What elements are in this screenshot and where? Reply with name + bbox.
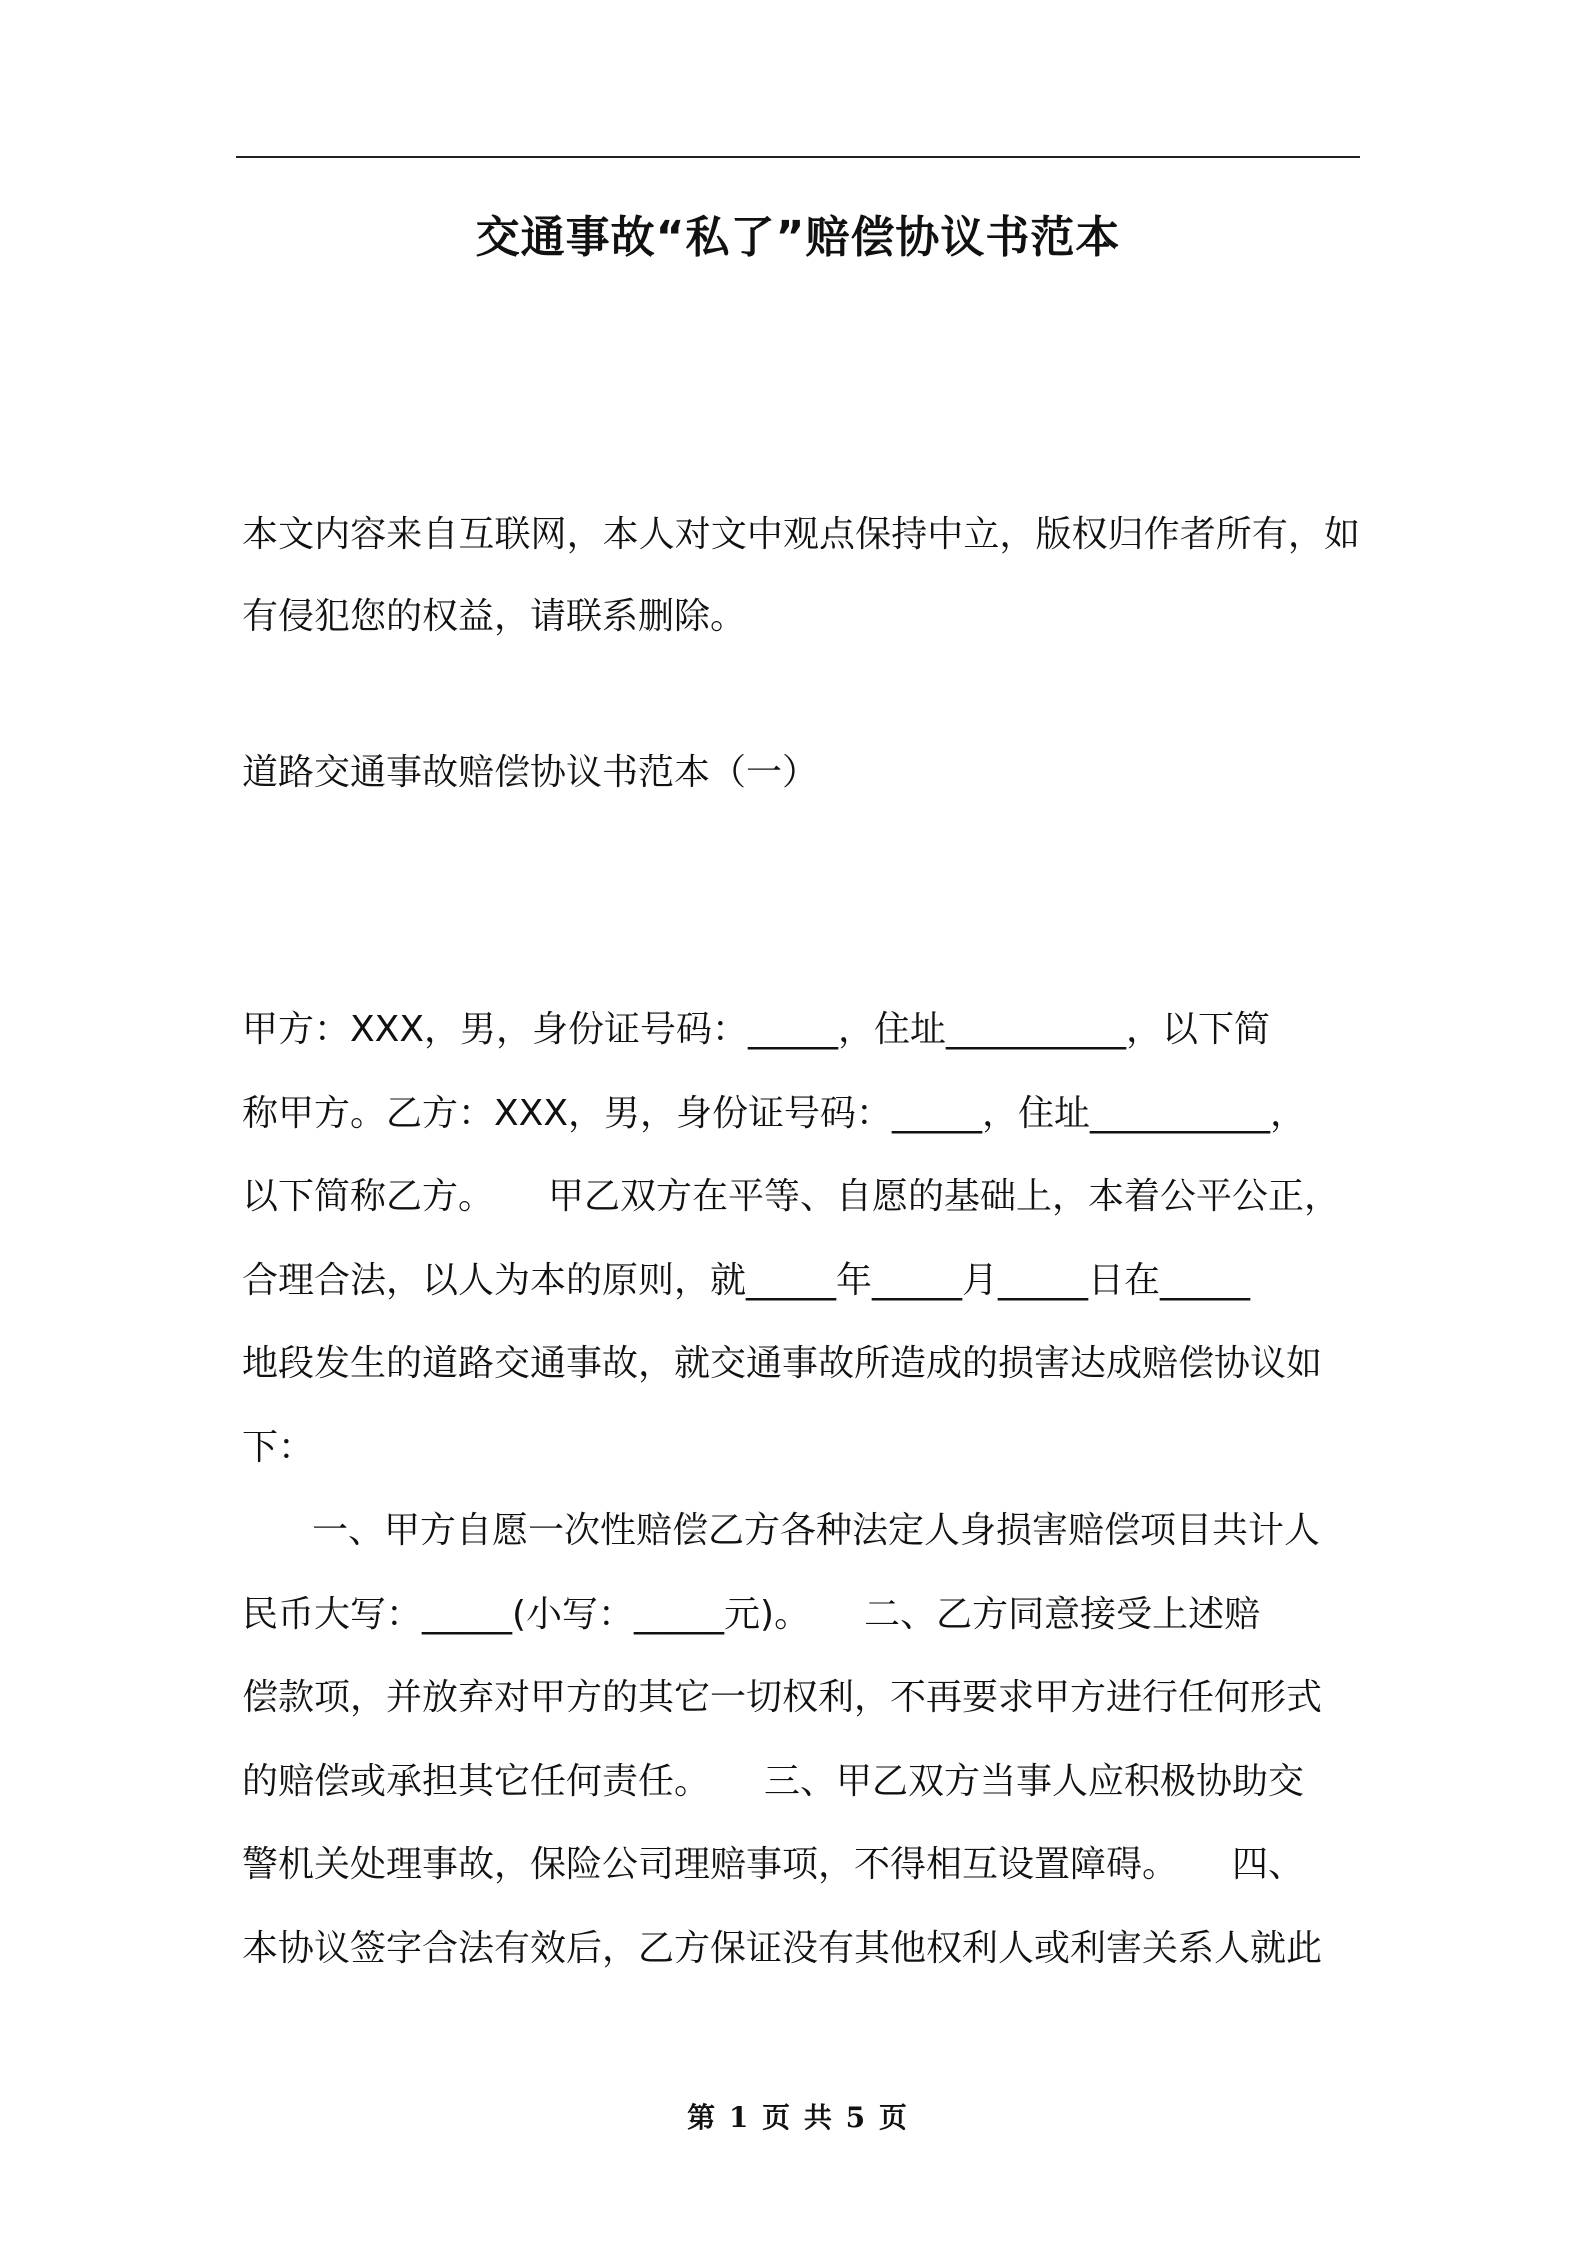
page-number-footer: 第 1 页 共 5 页 bbox=[687, 2101, 909, 2134]
body-line: 本协议签字合法有效后，乙方保证没有其他权利人或利害关系人就此 bbox=[242, 1927, 1323, 1969]
header-rule bbox=[236, 156, 1360, 158]
copyright-notice: 本文内容来自互联网，本人对文中观点保持中立，版权归作者所有，如有侵犯您的权益，请联系删除。 bbox=[242, 514, 1360, 637]
body-line: 一、甲方自愿一次性赔偿乙方各种法定人身损害赔偿项目共计人 bbox=[312, 1510, 1321, 1551]
body-line: 警机关处理事故，保险公司理赔事项，不得相互设置障碍。 四、 bbox=[242, 1844, 1305, 1885]
body-line: 下： bbox=[242, 1426, 315, 1468]
body-line: 偿款项，并放弃对甲方的其它一切权利，不再要求甲方进行任何形式 bbox=[242, 1677, 1323, 1718]
body-line: 的赔偿或承担其它任何责任。 三、甲乙双方当事人应积极协助交 bbox=[242, 1760, 1305, 1802]
body-line: 民币大写：_____(小写：_____元)。 二、乙方同意接受上述赔 bbox=[242, 1593, 1261, 1635]
body-line: 称甲方。乙方：XXX，男，身份证号码：_____，住址__________， bbox=[242, 1092, 1306, 1134]
section-heading: 道路交通事故赔偿协议书范本（一） bbox=[242, 752, 819, 793]
body-line: 地段发生的道路交通事故，就交通事故所造成的损害达成赔偿协议如 bbox=[242, 1343, 1323, 1384]
agreement-body bbox=[242, 988, 1360, 1990]
body-line: 以下简称乙方。 甲乙双方在平等、自愿的基础上，本着公平公正， bbox=[242, 1176, 1341, 1217]
document-title: 交通事故“私了”赔偿协议书范本 bbox=[475, 212, 1121, 263]
body-line: 甲方：XXX，男，身份证号码：_____，住址__________，以下简 bbox=[242, 1009, 1270, 1050]
body-line: 合理合法，以人为本的原则，就_____年_____月_____日在_____ bbox=[242, 1259, 1251, 1301]
